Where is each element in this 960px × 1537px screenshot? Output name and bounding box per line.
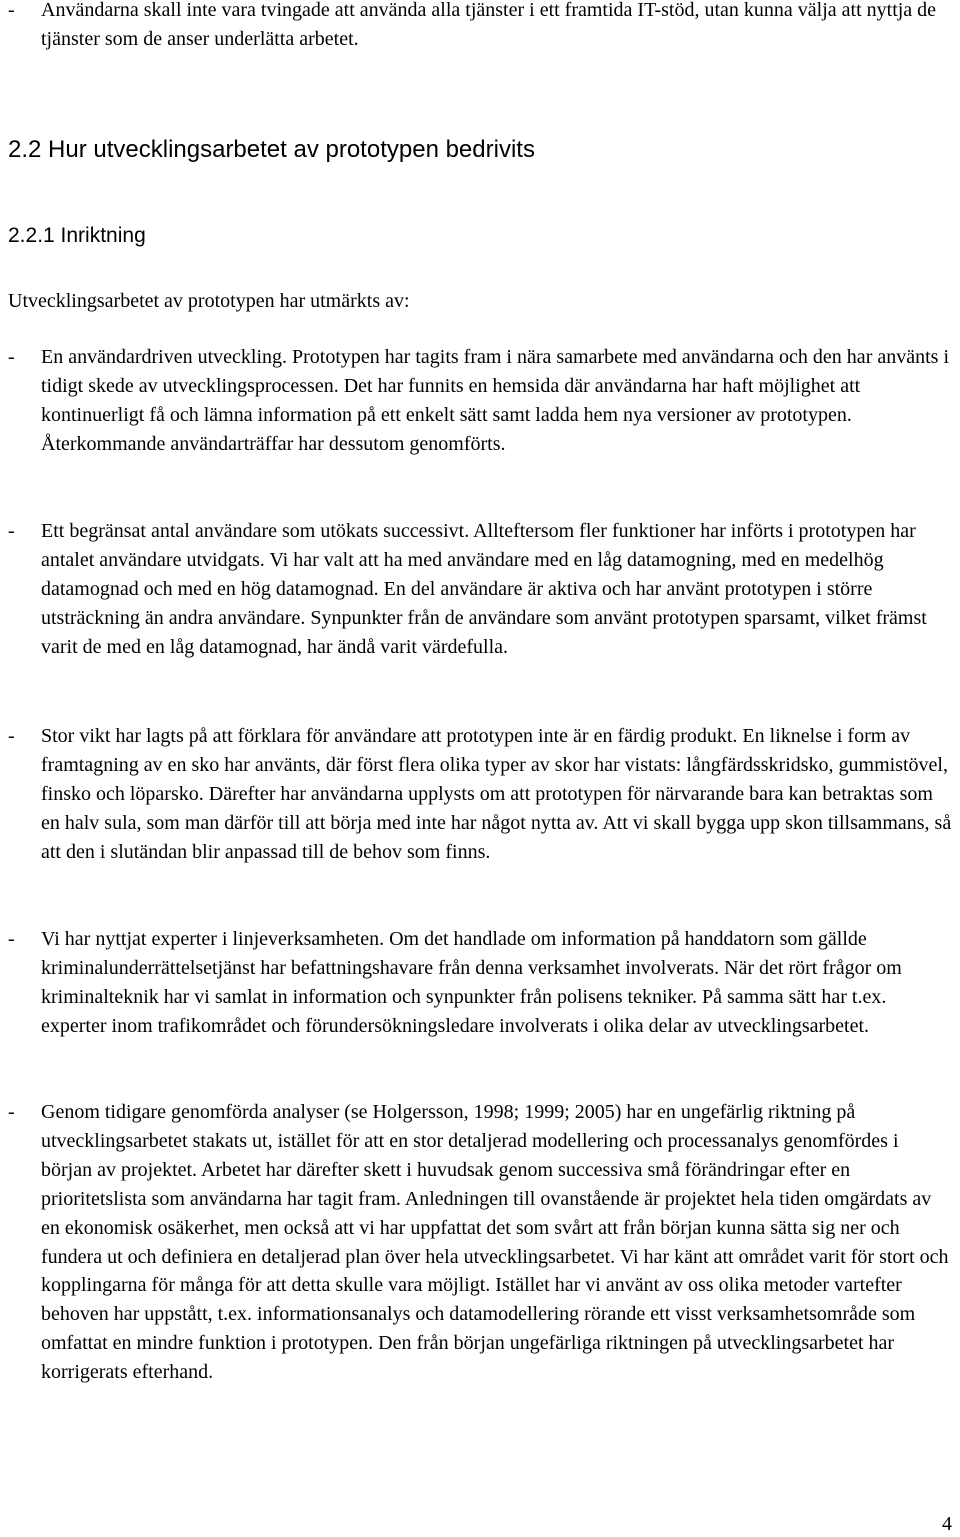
- list-item-text: Vi har nyttjat experter i linjeverksamheten. Om det handlade om information på handdatorn som gällde kriminalunderrättelsetjänst har befattningshavare från denna verksamhet involverats. När det rört frågor om kriminalteknik har vi samlat in information och synpunkter från polisens tekniker. På samma sätt har t.ex. experter inom trafikområdet och förundersökningsledare involverats i olika delar av utvecklingsarbetet.: [41, 928, 902, 1037]
- list-item-marker: -: [8, 520, 15, 542]
- list-item: [8, 517, 953, 662]
- list-item: [8, 0, 953, 54]
- list-item-marker: -: [8, 0, 15, 21]
- intro-paragraph: Utvecklingsarbetet av prototypen har utmärkts av:: [8, 290, 410, 312]
- list-item-text: Användarna skall inte vara tvingade att använda alla tjänster i ett framtida IT-stöd, utan kunna välja att nyttja de tjänster som de anser underlätta arbetet.: [41, 0, 937, 50]
- list-item: [8, 1098, 953, 1387]
- list-item-text: Ett begränsat antal användare som utökats successivt. Allteftersom fler funktioner har införts i prototypen har antalet användare utvidgats. Vi har valt att ha med användare med en låg datamogning, med en medelhög datamognad och med en hög datamognad. En del användare är aktiva och har använt prototypen i större utsträckning än andra användare. Synpunkter från de användare som använt prototypen sparsamt, vilket främst varit de med en låg datamognad, har ändå varit värdefulla.: [41, 520, 927, 658]
- list-item-marker: -: [8, 725, 15, 747]
- section-heading: 2.2 Hur utvecklingsarbetet av prototypen bedrivits: [8, 136, 535, 163]
- list-item: [8, 722, 953, 867]
- list-item-text: En användardriven utveckling. Prototypen har tagits fram i nära samarbete med användarna och den har använts i tidigt skede av utvecklingsprocessen. Det har funnits en hemsida där användarna har haft möjlighet att kontinuerligt få och lämna information på ett enkelt sätt samt ladda hem nya versioner av prototypen. Återkommande användarträffar har dessutom genomförts.: [41, 346, 949, 455]
- list-item: [8, 925, 953, 1041]
- list-item-marker: -: [8, 928, 15, 950]
- list-item-text: Stor vikt har lagts på att förklara för användare att prototypen inte är en färdig produkt. En liknelse i form av framtagning av en sko har använts, där först flera olika typer av skor har vistats: långfärdsskridsko, gummistövel, finsko och löparsko. Därefter har användarna upplysts om att prototypen för närvarande bara kan betraktas som en halv sula, som man därför till att börja med inte har något nytta av. Att vi skall bygga upp skon tillsammans, så att den i slutändan blir anpassad till de behov som finns.: [41, 725, 952, 863]
- list-item-marker: -: [8, 1101, 15, 1123]
- list-item: [8, 343, 953, 459]
- list-item-text: Genom tidigare genomförda analyser (se Holgersson, 1998; 1999; 2005) har en ungefärlig riktning på utvecklingsarbetet stakats ut, istället för att en stor detaljerad modellering och processanalys genomfördes i början av projektet. Arbetet har därefter skett i huvudsak genom successiva små förändringar efter en prioritetslista som användarna har tagit fram. Anledningen till ovanstående är projektet hela tiden omgärdats av en ekonomisk osäkerhet, men också att vi har uppfattat det som svårt att från början kunna sätta sig ner och fundera ut och definiera en detaljerad plan över hela utvecklingsarbetet. Vi har känt att området varit för stort och kopplingarna för många för att detta skulle vara möjligt. Istället har vi använt av oss olika metoder vartefter behoven har uppstått, t.ex. informationsanalys och datamodellering rörande ett visst verksamhetsområde som omfattat en mindre funktion i prototypen. Den från början ungefärliga riktningen på utvecklingsarbetet har korrigerats efterhand.: [41, 1101, 949, 1384]
- page-number: 4: [942, 1513, 952, 1535]
- subsection-heading: 2.2.1 Inriktning: [8, 224, 146, 247]
- list-item-marker: -: [8, 346, 15, 368]
